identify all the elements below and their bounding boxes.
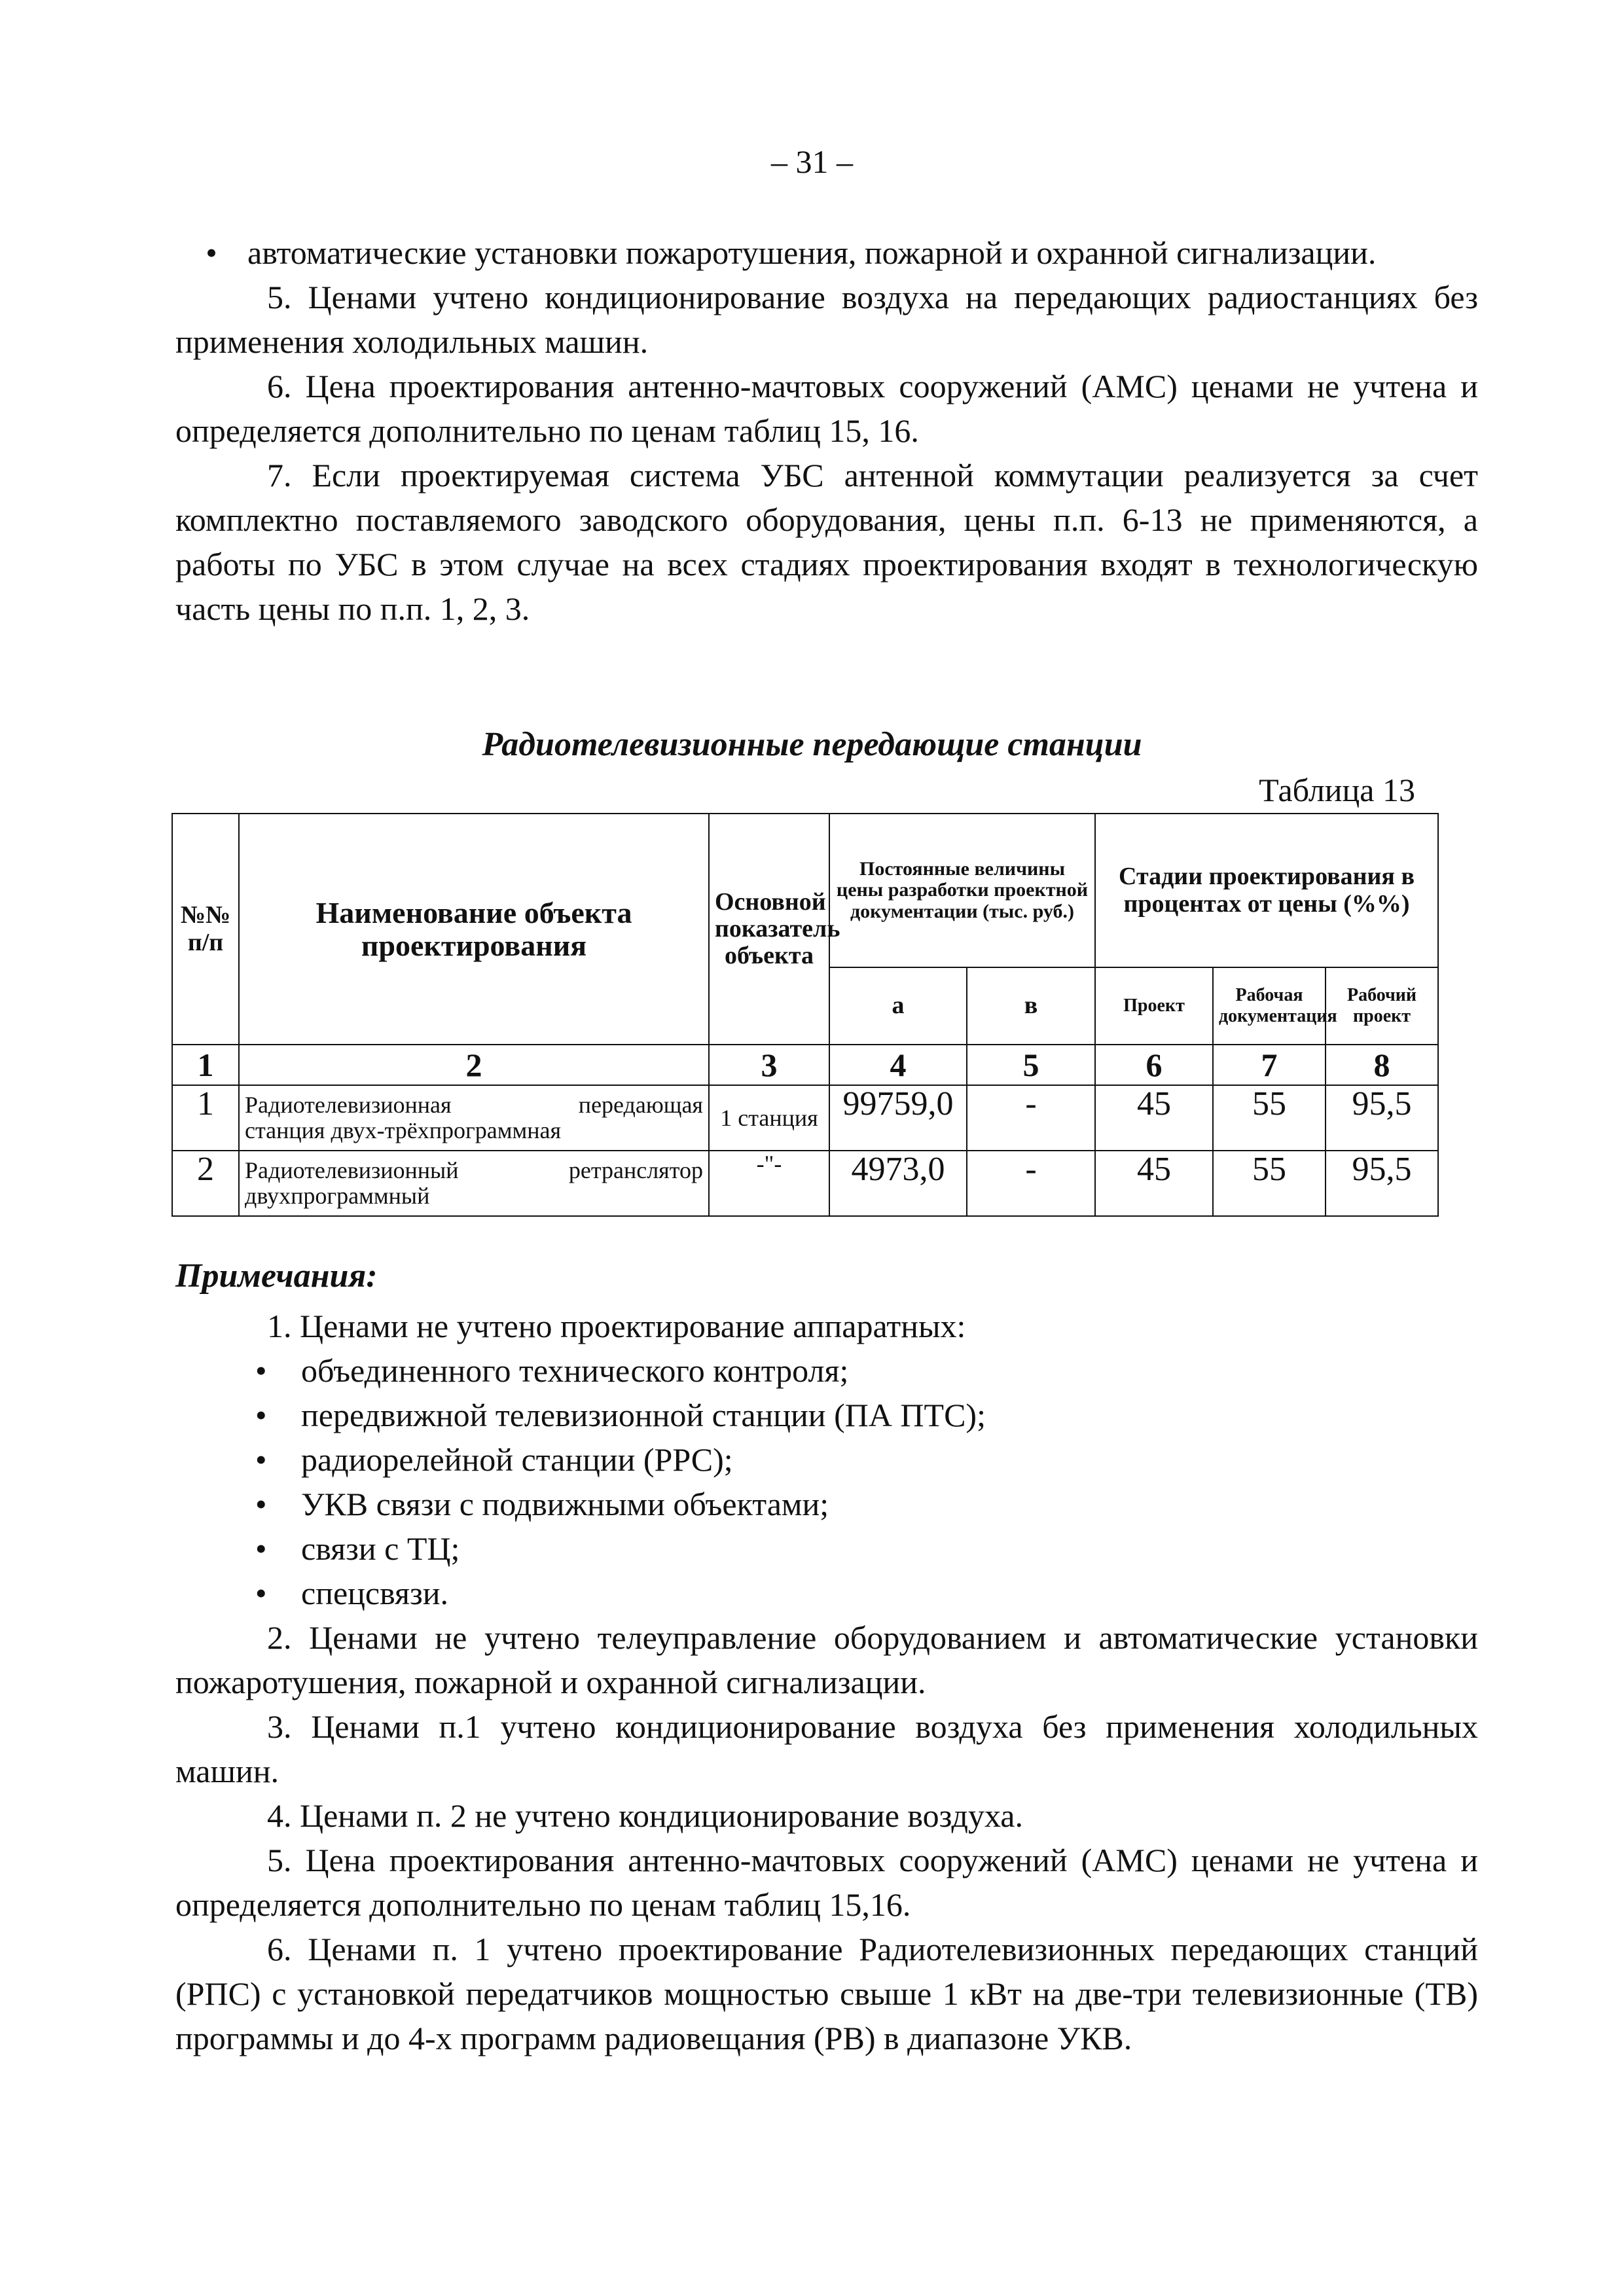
- bullet-text: автоматические установки пожаротушения, пожарной и охранной сигнализации.: [247, 234, 1377, 271]
- note-6: 6. Ценами п. 1 учтено проектирование Радиотелевизионных передающих станций (РПС) с установкой передатчиков мощностью свыше 1 кВт на две-три телевизионные (ТВ) программы и до 4-х программ радиовещания (РВ) в диапазоне УКВ.: [175, 1931, 1478, 2056]
- row-workproj: 95,5: [1326, 1085, 1438, 1151]
- paragraph-6: 6. Цена проектирования антенно-мачтовых сооружений (АМС) ценами не учтена и определяется дополнительно по ценам таблиц 15, 16.: [175, 368, 1478, 449]
- column-number: 5: [967, 1045, 1095, 1085]
- table-row: [172, 1085, 1438, 1151]
- row-num: 1: [172, 1085, 239, 1151]
- bullet-icon: •: [255, 1486, 267, 1522]
- bullet-icon: •: [255, 1530, 267, 1567]
- bullet-text: радиорелейной станции (РРС);: [301, 1441, 733, 1478]
- paragraph-5: 5. Ценами учтено кондиционирование воздуха на передающих радиостанциях без применения холодильных машин.: [175, 279, 1478, 360]
- bullet-text: связи с ТЦ;: [301, 1530, 460, 1567]
- bullet-icon: •: [206, 234, 217, 271]
- bullet-item: [255, 1437, 1478, 1482]
- row-workproj: 95,5: [1326, 1151, 1438, 1216]
- price-table: [171, 813, 1439, 1217]
- table-row: [172, 1151, 1438, 1216]
- row-workdoc: 55: [1213, 1151, 1326, 1216]
- note-1: 1. Ценами не учтено проектирование аппаратных:: [267, 1308, 966, 1344]
- notes-title: Примечания:: [175, 1257, 378, 1295]
- bullet-icon: •: [255, 1441, 267, 1478]
- note-4: 4. Ценами п. 2 не учтено кондиционирование воздуха.: [267, 1797, 1023, 1834]
- row-value-b: -: [967, 1085, 1095, 1151]
- column-number: 2: [239, 1045, 709, 1085]
- row-name-line2: станция двух-трёхпрограммная: [245, 1117, 562, 1143]
- bullet-icon: •: [255, 1397, 267, 1433]
- header-stages: Стадии проектирования в процентах от цены (%%): [1095, 814, 1438, 967]
- row-workdoc: 55: [1213, 1085, 1326, 1151]
- bullet-text: передвижной телевизионной станции (ПА ПТС);: [301, 1397, 986, 1433]
- paragraph-7: 7. Если проектируемая система УБС антенной коммутации реализуется за счет комплектно поставляемого заводского оборудования, цены п.п. 6-13 не применяются, а работы по УБС в этом случае на всех стадиях проектирования входят в технологическую часть цены по п.п. 1, 2, 3.: [175, 457, 1478, 627]
- bullet-item: [255, 1393, 1478, 1437]
- header-a: а: [829, 967, 967, 1045]
- row-name-line1: Радиотелевизионный ретранслятор: [245, 1157, 703, 1184]
- bullet-text: спецсвязи.: [301, 1575, 449, 1611]
- header-project: Проект: [1095, 967, 1213, 1045]
- row-value-a: 4973,0: [829, 1151, 967, 1216]
- note-3: 3. Ценами п.1 учтено кондиционирование воздуха без применения холодильных машин.: [175, 1708, 1478, 1789]
- page-number: – 31 –: [771, 143, 853, 180]
- column-number-row: [172, 1045, 1438, 1085]
- row-num: 2: [172, 1151, 239, 1216]
- top-text-block: [175, 230, 1478, 631]
- header-name: Наименование объекта проектирования: [239, 814, 709, 1045]
- row-name: [239, 1085, 709, 1151]
- bullet-icon: •: [255, 1575, 267, 1611]
- bullet-item: [255, 1571, 1478, 1615]
- row-project: 45: [1095, 1085, 1213, 1151]
- row-value-a: 99759,0: [829, 1085, 967, 1151]
- header-workproj: Рабочий проект: [1326, 967, 1438, 1045]
- bullet-item: [255, 1526, 1478, 1571]
- table-label: Таблица 13: [1259, 772, 1415, 808]
- header-num: №№ п/п: [172, 814, 239, 1045]
- header-basis: Основной показатель объекта: [709, 814, 829, 1045]
- column-number: 1: [172, 1045, 239, 1085]
- table-title: Радиотелевизионные передающие станции: [482, 726, 1142, 763]
- header-b: в: [967, 967, 1095, 1045]
- header-workdoc: Рабочая документация: [1213, 967, 1326, 1045]
- note-1-bullets: [175, 1348, 1478, 1615]
- column-number: 8: [1326, 1045, 1438, 1085]
- notes-block: [175, 1304, 1478, 2060]
- column-number: 7: [1213, 1045, 1326, 1085]
- header-const: Постоянные величины цены разработки проектной документации (тыс. руб.): [829, 814, 1095, 967]
- row-basis: -"-: [709, 1151, 829, 1216]
- bullet-text: УКВ связи с подвижными объектами;: [301, 1486, 829, 1522]
- note-5: 5. Цена проектирования антенно-мачтовых сооружений (АМС) ценами не учтена и определяется дополнительно по ценам таблиц 15,16.: [175, 1842, 1478, 1923]
- bullet-text: объединенного технического контроля;: [301, 1352, 849, 1389]
- column-number: 6: [1095, 1045, 1213, 1085]
- row-name: [239, 1151, 709, 1216]
- bullet-item: [175, 230, 1478, 275]
- row-project: 45: [1095, 1151, 1213, 1216]
- bullet-item: [255, 1482, 1478, 1526]
- column-number: 4: [829, 1045, 967, 1085]
- row-name-line2: двухпрограммный: [245, 1183, 430, 1209]
- bullet-icon: •: [255, 1352, 267, 1389]
- row-name-line1: Радиотелевизионная передающая: [245, 1092, 703, 1119]
- column-number: 3: [709, 1045, 829, 1085]
- bullet-item: [255, 1348, 1478, 1393]
- note-2: 2. Ценами не учтено телеуправление оборудованием и автоматические установки пожаротушения, пожарной и охранной сигнализации.: [175, 1619, 1478, 1700]
- row-basis: 1 станция: [709, 1085, 829, 1151]
- row-value-b: -: [967, 1151, 1095, 1216]
